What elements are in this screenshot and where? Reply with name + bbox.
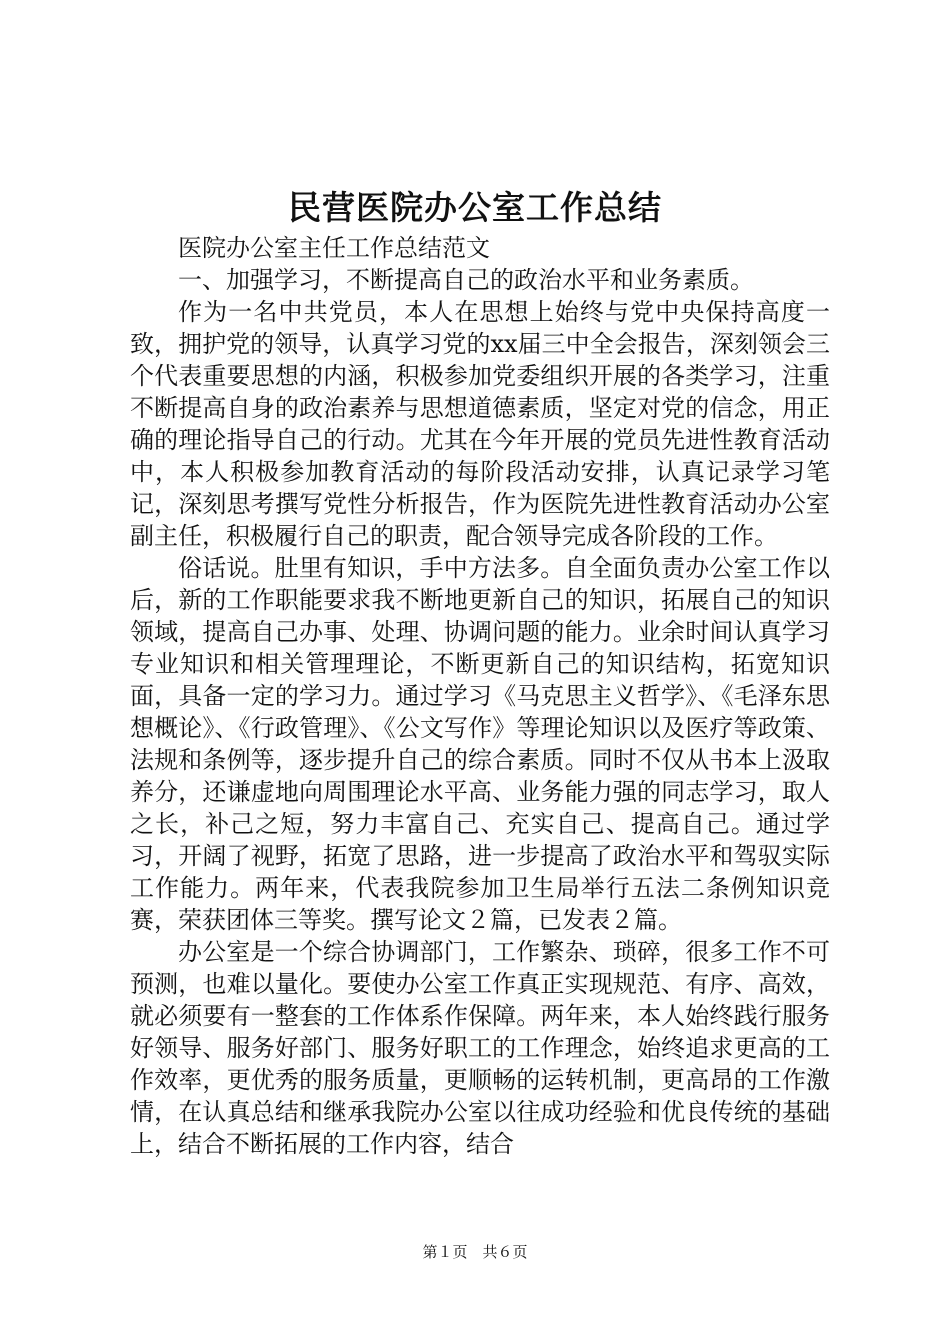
document-body [130,232,830,1160]
body-paragraph: 俗话说。肚里有知识，手中方法多。自全面负责办公室工作以后，新的工作职能要求我不断地更新自己的知识，拓展自己的知识领域，提高自己办事、处理、协调问题的能力。业余时间认真学习专业知识和相关管理理论，不断更新自己的知识结构，拓宽知识面，具备一定的学习力。通过学习《马克思主义哲学》、《毛泽东思想概论》、《行政管理》、《公文写作》等理论知识以及医疗等政策、法规和条例等，逐步提升自己的综合素质。同时不仅从书本上汲取养分，还谦虚地向周围理论水平高、业务能力强的同志学习，取人之长，补己之短，努力丰富自己、充实自己、提高自己。通过学习，开阔了视野，拓宽了思路，进一步提高了政治水平和驾驭实际工作能力。两年来，代表我院参加卫生局举行五法二条例知识竞赛，荣获团体三等奖。撰写论文２篇，已发表２篇。 [130,554,830,934]
body-paragraph: 办公室是一个综合协调部门，工作繁杂、琐碎，很多工作不可预测，也难以量化。要使办公室工作真正实现规范、有序、高效，就必须要有一整套的工作体系作保障。两年来，本人始终践行服务好领导、服务好部门、服务好职工的工作理念，始终追求更高的工作效率，更优秀的服务质量，更顺畅的运转机制，更高昂的工作激情，在认真总结和继承我院办公室以往成功经验和优良传统的基础上，结合不断拓展的工作内容，结合 [130,938,830,1158]
page-number-footer: 第１页 共６页 [422,1243,528,1261]
subtitle-paragraph: 医院办公室主任工作总结范文 [178,234,490,262]
document-title: 民营医院办公室工作总结 [288,188,662,227]
body-paragraph: 作为一名中共党员，本人在思想上始终与党中央保持高度一致，拥护党的领导，认真学习党的xx届三中全会报告，深刻领会三个代表重要思想的内涵，积极参加党委组织开展的各类学习，注重不断提高自身的政治素养与思想道德素质，坚定对党的信念，用正确的理论指导自己的行动。尤其在今年开展的党员先进性教育活动中，本人积极参加教育活动的每阶段活动安排，认真记录学习笔记，深刻思考撰写党性分析报告，作为医院先进性教育活动办公室副主任，积极履行自己的职责，配合领导完成各阶段的工作。 [130,298,830,550]
section-heading: 一、加强学习，不断提高自己的政治水平和业务素质。 [178,266,754,294]
